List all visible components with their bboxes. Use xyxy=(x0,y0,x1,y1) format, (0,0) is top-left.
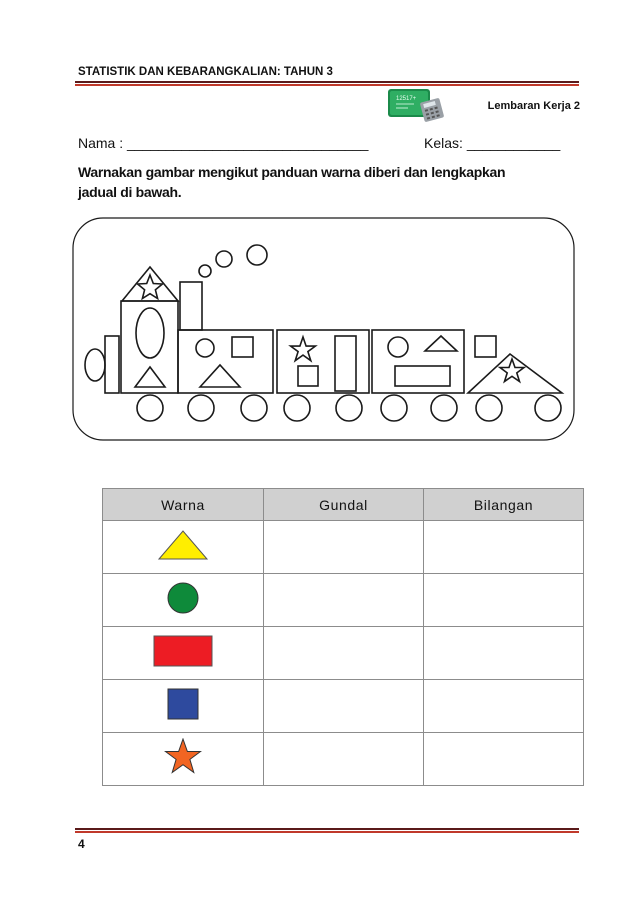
smoke-puff-small xyxy=(199,265,211,277)
header-rule xyxy=(75,81,579,86)
carriage-3-wide-rectangle xyxy=(395,366,450,386)
color-cell xyxy=(103,733,264,786)
carriage-2-star xyxy=(291,337,316,361)
cab-roof-triangle xyxy=(122,267,178,301)
name-field[interactable] xyxy=(78,135,368,151)
wheel xyxy=(188,395,214,421)
bilangan-cell[interactable] xyxy=(424,574,584,627)
color-cell xyxy=(103,680,264,733)
wheel xyxy=(381,395,407,421)
picture-frame xyxy=(73,218,574,440)
worksheet-label: Lembaran Kerja 2 xyxy=(487,100,580,112)
bilangan-cell[interactable] xyxy=(424,627,584,680)
page-number: 4 xyxy=(78,837,85,851)
carriage-4-triangle xyxy=(468,354,562,393)
bilangan-cell[interactable] xyxy=(424,733,584,786)
train-picture xyxy=(72,217,575,441)
gundal-cell[interactable] xyxy=(264,627,424,680)
wheel xyxy=(241,395,267,421)
column-header-warna: Warna xyxy=(103,489,264,521)
table-row xyxy=(103,733,584,786)
gundal-cell[interactable] xyxy=(264,733,424,786)
engine-triangle xyxy=(200,365,240,387)
tally-table xyxy=(102,488,584,786)
green-circle-icon xyxy=(166,581,200,615)
wheel xyxy=(431,395,457,421)
front-lamp xyxy=(85,349,105,381)
cab-window-oval xyxy=(136,308,164,358)
carriage-2-tall-rectangle xyxy=(335,336,356,391)
carriage-3-triangle xyxy=(425,336,457,351)
blue-square-icon xyxy=(167,688,199,720)
red-rectangle-icon xyxy=(153,635,213,667)
document-header-title: STATISTIK DAN KEBARANGKALIAN: TAHUN 3 xyxy=(78,66,333,78)
cab-lower-triangle xyxy=(135,367,165,387)
gundal-cell[interactable] xyxy=(264,574,424,627)
wheel xyxy=(336,395,362,421)
table-row xyxy=(103,680,584,733)
engine-square xyxy=(232,337,253,357)
class-blank: ____________ xyxy=(466,135,561,151)
name-label: Nama : xyxy=(78,135,124,151)
carriage-3-circle xyxy=(388,337,408,357)
gundal-cell[interactable] xyxy=(264,680,424,733)
front-buffer xyxy=(105,336,119,393)
table-row xyxy=(103,627,584,680)
name-blank: _______________________________ xyxy=(127,135,369,151)
color-cell xyxy=(103,521,264,574)
engine-body xyxy=(178,330,273,393)
table-header-row xyxy=(103,489,584,521)
wheel xyxy=(476,395,502,421)
bilangan-cell[interactable] xyxy=(424,521,584,574)
class-field[interactable] xyxy=(424,135,560,151)
logo-text: 12517+ xyxy=(396,96,417,102)
smoke-puff-large xyxy=(247,245,267,265)
gundal-cell[interactable] xyxy=(264,521,424,574)
color-cell xyxy=(103,574,264,627)
carriage-4-square xyxy=(475,336,496,357)
table-row xyxy=(103,574,584,627)
smoke-puff-medium xyxy=(216,251,232,267)
yellow-triangle-icon xyxy=(157,529,209,561)
orange-star-icon xyxy=(164,738,202,776)
instructions-text: Warnakan gambar mengikut panduan warna diberi dan lengkapkan jadual di bawah. xyxy=(78,164,506,200)
chimney xyxy=(180,282,202,330)
wheel xyxy=(535,395,561,421)
calculator-chalkboard-icon xyxy=(386,86,448,122)
color-cell xyxy=(103,627,264,680)
footer-rule xyxy=(75,828,579,833)
column-header-bilangan: Bilangan xyxy=(424,489,584,521)
bilangan-cell[interactable] xyxy=(424,680,584,733)
carriage-2-square xyxy=(298,366,318,386)
engine-circle xyxy=(196,339,214,357)
class-label: Kelas: xyxy=(424,135,463,151)
cab-body xyxy=(121,301,178,393)
column-header-gundal: Gundal xyxy=(264,489,424,521)
table-row xyxy=(103,521,584,574)
wheel xyxy=(284,395,310,421)
wheel xyxy=(137,395,163,421)
